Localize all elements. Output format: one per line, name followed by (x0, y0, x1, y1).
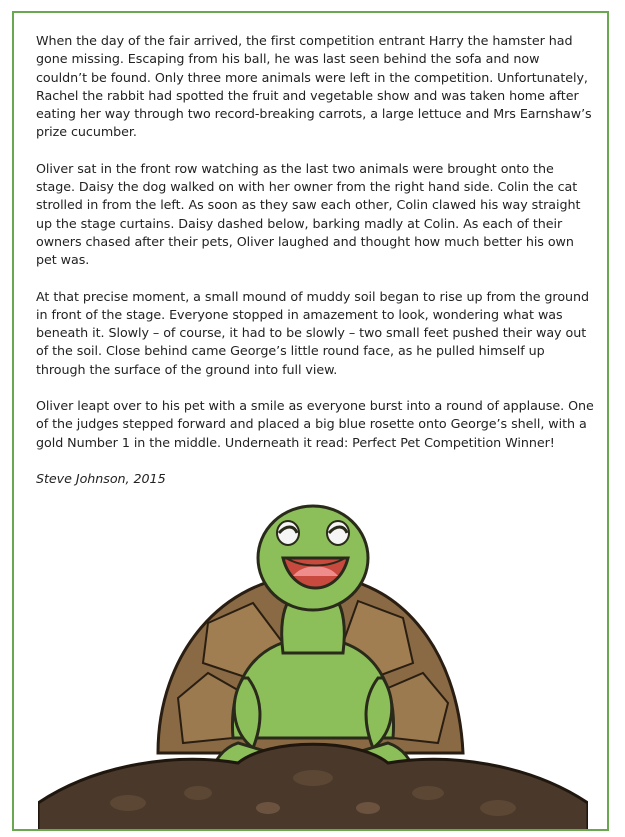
paragraph-1: When the day of the fair arrived, the first competition entrant Harry the hamster had gone missing. Escaping from his ball, he was last seen behind the sofa and now couldn’t be found. Only three more animals were left in the competition. Unfortunately, Rachel the rabbit had spotted the fruit and vegetable show and was taken home after eating her way through two record-breaking carrots, a large lettuce and Mrs Earnshaw’s prize cucumber. (36, 33, 592, 140)
tortoise-in-soil-icon (38, 503, 588, 831)
story-text (36, 32, 594, 506)
page-frame (12, 11, 609, 831)
byline: Steve Johnson, 2015 (36, 470, 166, 486)
paragraph-3: At that precise moment, a small mound of muddy soil began to rise up from the ground in front of the stage. Everyone stopped in amazement to look, wondering what was beneath it. Slowly – of course, it had to be slowly – two small feet pushed their way out of the soil. Close behind came George’s little round face, as he pulled himself up through the surface of the ground into full view. (36, 288, 590, 377)
paragraph-2: Oliver sat in the front row watching as the last two animals were brought onto the stage. Daisy the dog walked on with her owner from the right hand side. Colin the cat strolled in from the left. As soon as they saw each other, Colin clawed his way straight up the stage curtains. Daisy dashed below, barking madly at Colin. As each of their owners chased after their pets, Oliver laughed and thought how much better his own pet was. (36, 160, 581, 268)
tortoise-head (258, 506, 368, 610)
soil-mound-icon (38, 744, 588, 831)
paragraph-4: Oliver leapt over to his pet with a smile as everyone burst into a round of applause. One of the judges stepped forward and placed a big blue rosette onto George’s shell, with a gold Number 1 in the middle. Underneath it read: Perfect Pet Competition Winner! (36, 398, 594, 450)
